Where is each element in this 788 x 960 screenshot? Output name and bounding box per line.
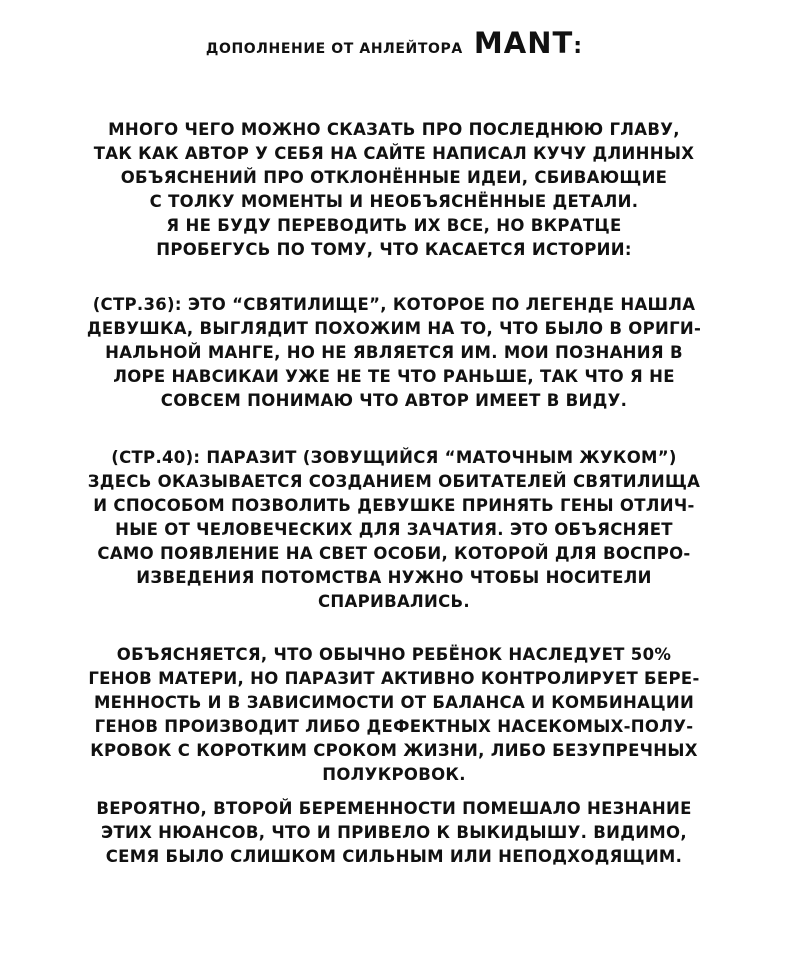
text-line: ВЕРОЯТНО, ВТОРОЙ БЕРЕМЕННОСТИ ПОМЕШАЛО НЕЗНАНИЕ [96,799,692,818]
text-line: ГЕНОВ ПРОИЗВОДИТ ЛИБО ДЕФЕКТНЫХ НАСЕКОМЫХ-ПОЛУ- [94,717,694,736]
text-line: НАЛЬНОЙ МАНГЕ, НО НЕ ЯВЛЯЕТСЯ ИМ. МОИ ПОЗНАНИЯ В [105,343,683,362]
paragraph-page-40 [40,446,748,614]
note-header [0,26,788,60]
text-line: САМО ПОЯВЛЕНИЕ НА СВЕТ ОСОБИ, КОТОРОЙ ДЛЯ ВОСПРО- [97,544,691,563]
text-line: ОБЪЯСНЯЕТСЯ, ЧТО ОБЫЧНО РЕБЁНОК НАСЛЕДУЕТ 50% [116,645,672,664]
text-line: Я НЕ БУДУ ПЕРЕВОДИТЬ ИХ ВСЕ, НО ВКРАТЦЕ [166,216,622,235]
paragraph-page-36 [40,293,748,413]
text-line: КРОВОК С КОРОТКИМ СРОКОМ ЖИЗНИ, ЛИБО БЕЗУПРЕЧНЫХ [90,741,698,760]
text-line: СЕМЯ БЫЛО СЛИШКОМ СИЛЬНЫМ ИЛИ НЕПОДХОДЯЩИМ. [105,847,683,866]
text-line: НЫЕ ОТ ЧЕЛОВЕЧЕСКИХ ДЛЯ ЗАЧАТИЯ. ЭТО ОБЪЯСНЯЕТ [115,520,673,539]
text-line: ГЕНОВ МАТЕРИ, НО ПАРАЗИТ АКТИВНО КОНТРОЛИРУЕТ БЕРЕ- [88,669,700,688]
text-line: ПОЛУКРОВОК. [322,765,466,784]
text-line: ЗДЕСЬ ОКАЗЫВАЕТСЯ СОЗДАНИЕМ ОБИТАТЕЛЕЙ СВЯТИЛИЩА [87,472,701,491]
text-line: ЭТИХ НЮАНСОВ, ЧТО И ПРИВЕЛО К ВЫКИДЫШУ. ВИДИМО, [101,823,687,842]
text-line: СПАРИВАЛИСЬ. [317,592,470,611]
text-line: ЛОРЕ НАВСИКАИ УЖЕ НЕ ТЕ ЧТО РАНЬШЕ, ТАК ЧТО Я НЕ [113,367,675,386]
text-line: (СТР.36): ЭТО “СВЯТИЛИЩЕ”, КОТОРОЕ ПО ЛЕГЕНДЕ НАШЛА [92,295,696,314]
text-line: ПРОБЕГУСЬ ПО ТОМУ, ЧТО КАСАЕТСЯ ИСТОРИИ: [156,240,632,259]
header-lead-text: ДОПОЛНЕНИЕ ОТ АНЛЕЙТОРА [205,41,463,57]
text-line: МНОГО ЧЕГО МОЖНО СКАЗАТЬ ПРО ПОСЛЕДНЮЮ ГЛАВУ, [108,120,680,139]
text-line: ИЗВЕДЕНИЯ ПОТОМСТВА НУЖНО ЧТОБЫ НОСИТЕЛИ [136,568,652,587]
text-line: С ТОЛКУ МОМЕНТЫ И НЕОБЪЯСНЁННЫЕ ДЕТАЛИ. [149,192,639,211]
translator-name: MANT [473,26,574,60]
paragraph-genetics [40,643,748,787]
text-line: ДЕВУШКА, ВЫГЛЯДИТ ПОХОЖИМ НА ТО, ЧТО БЫЛО В ОРИГИ- [86,319,702,338]
header-colon: : [573,34,583,59]
text-line: (СТР.40): ПАРАЗИТ (ЗОВУЩИЙСЯ “МАТОЧНЫМ ЖУКОМ”) [111,448,677,467]
text-line: СОВСЕМ ПОНИМАЮ ЧТО АВТОР ИМЕЕТ В ВИДУ. [160,391,628,410]
text-line: МЕННОСТЬ И В ЗАВИСИМОСТИ ОТ БАЛАНСА И КОМБИНАЦИИ [93,693,695,712]
text-line: ОБЪЯСНЕНИЙ ПРО ОТКЛОНЁННЫЕ ИДЕИ, СБИВАЮЩИЕ [120,168,668,187]
text-line: И СПОСОБОМ ПОЗВОЛИТЬ ДЕВУШКЕ ПРИНЯТЬ ГЕНЫ ОТЛИЧ- [93,496,695,515]
paragraph-intro [40,118,748,262]
text-line: ТАК КАК АВТОР У СЕБЯ НА САЙТЕ НАПИСАЛ КУЧУ ДЛИННЫХ [93,144,695,163]
paragraph-conclusion [40,797,748,869]
